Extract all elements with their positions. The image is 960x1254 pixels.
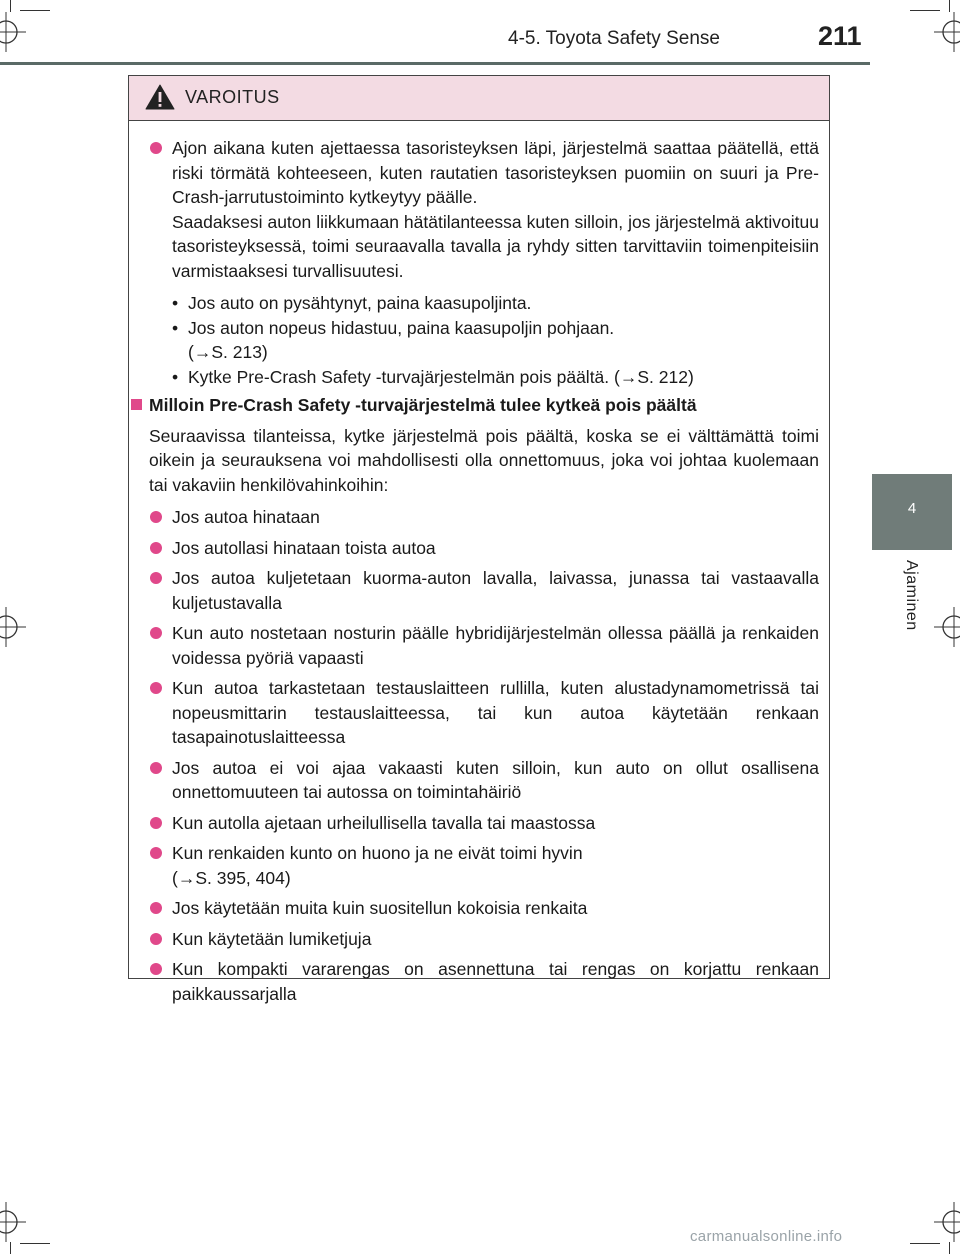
list-item-text: Jos autollasi hinataan toista autoa [172,537,436,558]
registration-mark-mid-left [0,607,26,647]
bullet-dot-icon [150,542,162,554]
page-number: 211 [818,21,862,51]
sub-list-item [172,291,819,316]
list-item-text: Kun kompakti vararengas on asennettuna tai rengas on korjattu renkaan paikkaussarjalla [172,959,819,1004]
square-bullet-icon [131,399,142,410]
list-item-text: Kun käytetään lumiketjuja [172,928,372,949]
list-item-text: Jos autoa hinataan [172,507,320,527]
registration-mark-top-left [0,12,26,52]
list-item-text: Jos käytetään muita kuin suositellun kokoisia renkaita [172,898,588,918]
list-item-text: Kun auto nostetaan nosturin päälle hybridijärjestelmän ollessa päällä ja renkaiden voidessa pyöriä vapaasti [172,623,819,668]
section-title: 4-5. Toyota Safety Sense [508,28,720,49]
bullet-dot-icon [150,142,162,154]
list-item [145,811,819,836]
watermark: carmanualsonline.info [690,1228,843,1245]
page-reference: (→S. 395, 404) [172,867,291,888]
registration-mark-mid-right [934,607,960,647]
header-divider [0,62,870,65]
crop-line [20,1243,50,1244]
sub-item-text: Jos auton nopeus hidastuu, paina kaasupoljin pohjaan. [188,317,615,338]
registration-mark-top-right [934,12,960,52]
bullet-dot-icon [150,572,162,584]
bullet-dot-icon [150,963,162,975]
section-intro: Seuraavissa tilanteissa, kytke järjestelmä pois päältä, koska se ei välttämättä toimi oikein ja seurauksena voi mahdollisesti olla onnettomuus, joka voi johtaa kuolemaan tai vakaviin henkilövahinkoihin: [149,425,819,495]
crop-line [949,0,950,12]
warning-title: VAROITUS [185,87,280,107]
crop-line [20,10,50,11]
list-item [145,927,819,952]
bullet-dot-icon [150,847,162,859]
bullet-dot-icon [150,817,162,829]
list-item [145,756,819,805]
bullet-icon: • [172,293,179,313]
list-item [145,841,819,890]
list-item [145,621,819,670]
list-item-text: Kun renkaiden kunto on huono ja ne eivät toimi hyvin [172,843,583,863]
bullet-dot-icon [150,511,162,523]
list-item [145,505,819,530]
warning-text: Saadaksesi auton liikkumaan hätätilanteessa kuten silloin, jos järjestelmä aktivoituu tasoristeyksessä, toimi seuraavalla tavalla ja ryhdy sitten tarvittaviin toimenpiteisiin varmistaaksesi turvallisuutesi. [172,211,819,281]
bullet-dot-icon [150,762,162,774]
list-item [145,676,819,750]
sub-list-item [172,365,819,390]
list-item [145,136,819,283]
crop-line [910,1243,940,1244]
warning-triangle-icon [145,84,175,115]
crop-line [10,1242,11,1254]
bullet-dot-icon [150,627,162,639]
sub-item-text: Kytke Pre-Crash Safety -turvajärjestelmän pois päältä. (→S. 212) [188,366,694,387]
crop-line [949,1242,950,1254]
warning-text: Ajon aikana kuten ajettaessa tasoristeyksen läpi, järjestelmä saattaa päätellä, että riski törmätä kohteeseen, kuten rautatien tasoristeyksen puomiin on suuri ja Pre-Crash-jarrutustoiminto kytkeytyy päälle. [172,138,819,207]
warning-content [129,136,829,1006]
section-heading [129,393,829,418]
list-item [145,957,819,1006]
list-item-text: Jos autoa ei voi ajaa vakaasti kuten silloin, kun auto on ollut osallisena onnettomuuteen tai autossa on toimintahäiriö [172,757,819,802]
list-item-text: Kun autolla ajetaan urheilullisella tavalla tai maastossa [172,812,596,833]
bullet-dot-icon [150,682,162,694]
sub-list-item [172,316,819,365]
list-item [145,566,819,615]
list-item-text: Kun autoa tarkastetaan testauslaitteen rullilla, kuten alustadynamometrissä tai nopeusmittarin testauslaitteessa, tai kun autoa käytetään renkaan tasapainotuslaitteessa [172,678,819,747]
section-heading-text: Milloin Pre-Crash Safety -turvajärjestelmä tulee kytkeä pois päältä [149,395,697,415]
sub-item-text: Jos auto on pysähtynyt, paina kaasupoljinta. [188,293,532,313]
bullet-icon: • [172,317,179,338]
chapter-tab [872,474,952,550]
registration-mark-bottom-left [0,1202,26,1242]
warning-header [129,76,829,121]
registration-mark-bottom-right [934,1202,960,1242]
chapter-label: Ajaminen [903,560,920,631]
bullet-dot-icon [150,902,162,914]
warning-box [128,75,830,1004]
bullet-icon: • [172,366,179,387]
page-reference: (→S. 213) [188,342,268,362]
list-item [145,536,819,561]
bullet-dot-icon [150,933,162,945]
list-item [145,896,819,921]
crop-line [10,0,11,12]
list-item-text: Jos autoa kuljetetaan kuorma-auton lavalla, laivassa, junassa tai vastaavalla kuljetustavalla [172,568,819,613]
crop-line [910,10,940,11]
chapter-number: 4 [907,500,917,517]
